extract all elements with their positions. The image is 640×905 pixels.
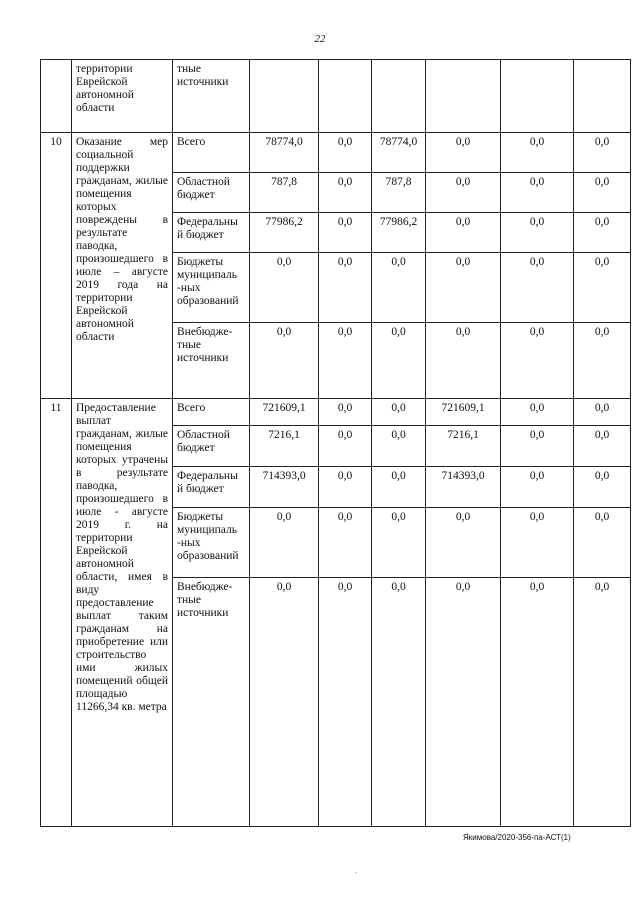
amount-cell: 0,0 [372, 467, 426, 508]
amount-cell: 0,0 [319, 467, 372, 508]
measure-description: Предоставление выплат гражданам, жилые помещения которых утрачены в результате паводка, произошедшего в июле - августе 2019 г. на территории Еврейской автономной области, имея в виду предоставление выплат таким гражданам на приобретение или строительство ими жилых помещений общей площадью 11266,34 кв. метра [72, 399, 173, 827]
amount-cell: 77986,2 [250, 213, 319, 253]
amount-cell: 0,0 [372, 323, 426, 399]
amount-cell: 721609,1 [426, 399, 501, 426]
amount-cell: 0,0 [319, 399, 372, 426]
amount-cell: 0,0 [426, 213, 501, 253]
empty-cell [250, 60, 319, 133]
amount-cell: 0,0 [574, 253, 631, 323]
table-row-continuation [41, 60, 631, 133]
amount-cell: 0,0 [250, 508, 319, 578]
amount-cell: 0,0 [574, 426, 631, 467]
amount-cell: 0,0 [574, 133, 631, 173]
continuation-source: тные источники [173, 60, 250, 133]
amount-cell: 0,0 [574, 213, 631, 253]
amount-cell: 0,0 [574, 467, 631, 508]
funding-source-label: Федеральны й бюджет [173, 213, 250, 253]
amount-cell: 0,0 [501, 173, 574, 213]
amount-cell: 0,0 [426, 323, 501, 399]
amount-cell: 0,0 [574, 399, 631, 426]
amount-cell: 0,0 [501, 253, 574, 323]
amount-cell: 787,8 [372, 173, 426, 213]
amount-cell: 0,0 [319, 578, 372, 827]
row-index: 10 [41, 133, 72, 399]
continuation-description: территории Еврейской автономной области [72, 60, 173, 133]
amount-cell: 0,0 [426, 508, 501, 578]
amount-cell: 714393,0 [426, 467, 501, 508]
funding-source-label: Внебюдже-тные источники [173, 578, 250, 827]
amount-cell: 0,0 [319, 323, 372, 399]
funding-source-label: Федеральны й бюджет [173, 467, 250, 508]
amount-cell: 0,0 [501, 213, 574, 253]
empty-cell [372, 60, 426, 133]
amount-cell: 0,0 [426, 578, 501, 827]
amount-cell: 78774,0 [372, 133, 426, 173]
funding-source-label: Всего [173, 399, 250, 426]
amount-cell: 0,0 [319, 508, 372, 578]
row-index-cell [41, 60, 72, 133]
amount-cell: 0,0 [501, 578, 574, 827]
row-index: 11 [41, 399, 72, 827]
amount-cell: 0,0 [319, 213, 372, 253]
amount-cell: 0,0 [501, 399, 574, 426]
amount-cell: 0,0 [426, 133, 501, 173]
amount-cell: 7216,1 [426, 426, 501, 467]
amount-cell: 78774,0 [250, 133, 319, 173]
amount-cell: 0,0 [319, 253, 372, 323]
amount-cell: 0,0 [426, 173, 501, 213]
amount-cell: 0,0 [426, 253, 501, 323]
amount-cell: 0,0 [574, 578, 631, 827]
amount-cell: 0,0 [372, 399, 426, 426]
amount-cell: 0,0 [250, 578, 319, 827]
amount-cell: 721609,1 [250, 399, 319, 426]
funding-source-label: Бюджеты муниципаль -ных образований [173, 508, 250, 578]
amount-cell: 0,0 [574, 508, 631, 578]
amount-cell: 0,0 [250, 323, 319, 399]
budget-table [40, 59, 631, 827]
document-footer: Якимова/2020-356-па-АСТ(1) [463, 833, 571, 842]
amount-cell: 0,0 [319, 173, 372, 213]
empty-cell [501, 60, 574, 133]
funding-source-label: Внебюдже-тные источники [173, 323, 250, 399]
funding-source-label: Бюджеты муниципаль -ных образований [173, 253, 250, 323]
amount-cell: 0,0 [501, 426, 574, 467]
page-number: 22 [314, 33, 326, 45]
funding-source-label: Всего [173, 133, 250, 173]
amount-cell: 7216,1 [250, 426, 319, 467]
bottom-mark: . [355, 866, 357, 875]
amount-cell: 0,0 [501, 467, 574, 508]
amount-cell: 0,0 [372, 578, 426, 827]
amount-cell: 0,0 [372, 426, 426, 467]
amount-cell: 0,0 [574, 173, 631, 213]
table-row [41, 133, 631, 173]
amount-cell: 0,0 [501, 323, 574, 399]
amount-cell: 714393,0 [250, 467, 319, 508]
amount-cell: 0,0 [574, 323, 631, 399]
amount-cell: 0,0 [250, 253, 319, 323]
amount-cell: 77986,2 [372, 213, 426, 253]
empty-cell [426, 60, 501, 133]
empty-cell [574, 60, 631, 133]
funding-source-label: Областной бюджет [173, 426, 250, 467]
amount-cell: 0,0 [501, 133, 574, 173]
amount-cell: 0,0 [372, 508, 426, 578]
amount-cell: 0,0 [319, 426, 372, 467]
amount-cell: 0,0 [319, 133, 372, 173]
measure-description: Оказание мер социальной поддержки гражданам, жилые помещения которых повреждены в результате паводка, произошедшего в июле – августе 2019 года на территории Еврейской автономной области [72, 133, 173, 399]
amount-cell: 0,0 [501, 508, 574, 578]
funding-source-label: Областной бюджет [173, 173, 250, 213]
table-row [41, 399, 631, 426]
empty-cell [319, 60, 372, 133]
amount-cell: 787,8 [250, 173, 319, 213]
amount-cell: 0,0 [372, 253, 426, 323]
table-body [41, 60, 631, 827]
